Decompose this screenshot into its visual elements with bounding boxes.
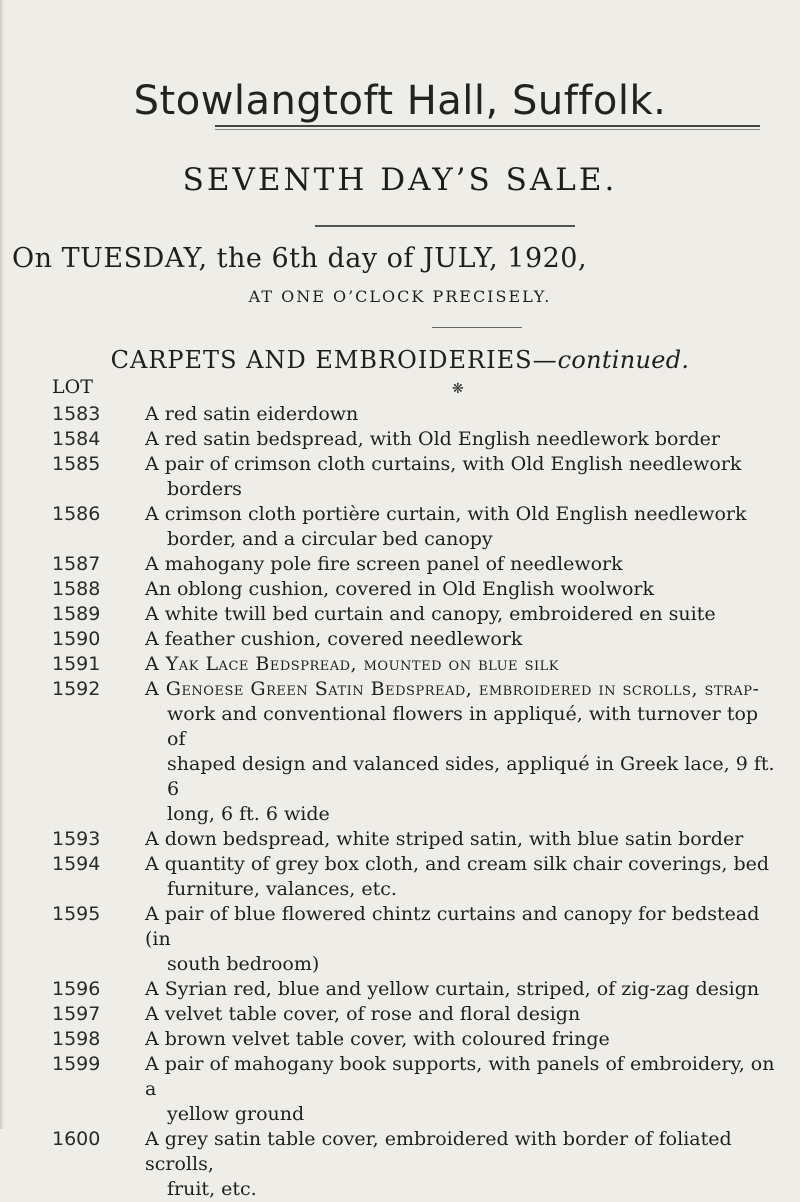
lot-description-line: A quantity of grey box cloth, and cream silk chair coverings, bed [145,853,770,875]
lot-description [145,852,780,902]
lot-description-line: A Yak Lace Bedspread, mounted on blue silk [145,653,559,675]
lot-description [145,1002,780,1027]
lot-entry [0,852,800,902]
lot-list [0,402,800,1202]
lot-description-line: fruit, etc. [167,1178,257,1200]
lot-number: 1589 [52,603,101,625]
lot-entry [0,1052,800,1127]
lot-description-line: long, 6 ft. 6 wide [167,803,330,825]
lot-column-header: LOT [52,376,93,398]
lot-description [145,677,780,827]
lot-entry [0,627,800,652]
lot-description-line: A white twill bed curtain and canopy, embroidered en suite [145,603,716,625]
lot-description-line: shaped design and valanced sides, appliqué in Greek lace, 9 ft. 6 [167,753,775,800]
lot-description-line: A Syrian red, blue and yellow curtain, striped, of zig-zag design [145,978,760,1000]
title-rule [315,225,575,227]
sale-date-line: On TUESDAY, the 6th day of JULY, 1920, [12,243,588,274]
lot-description-line: A feather cushion, covered needlework [145,628,523,650]
lot-description [145,402,780,427]
lot-description-line: A down bedspread, white striped satin, with blue satin border [145,828,744,850]
lot-entry [0,402,800,427]
lot-description [145,827,780,852]
lot-number: 1595 [52,903,101,925]
lot-description-line: border, and a circular bed canopy [167,528,493,550]
lot-number: 1592 [52,678,101,700]
lot-number: 1590 [52,628,101,650]
lot-entry [0,827,800,852]
lot-description-line: A crimson cloth portière curtain, with Old English needlework [145,503,747,525]
lot-number: 1597 [52,1003,101,1025]
lot-number: 1587 [52,553,101,575]
lot-description-line: A Genoese Green Satin Bedspread, embroidered in scrolls, strap- [145,678,760,700]
lot-entry [0,977,800,1002]
lot-number: 1588 [52,578,101,600]
lot-number: 1586 [52,503,101,525]
lot-description [145,452,780,502]
lot-entry [0,902,800,977]
lot-description-line: work and conventional flowers in appliqué, with turnover top of [167,703,759,750]
lot-entry [0,1002,800,1027]
lot-description-line: A grey satin table cover, embroidered with border of foliated scrolls, [145,1128,732,1175]
lot-number: 1599 [52,1053,101,1075]
lot-description [145,577,780,602]
lot-description [145,902,780,977]
lot-entry [0,652,800,677]
lot-entry [0,602,800,627]
lot-description-line: furniture, valances, etc. [167,878,397,900]
lot-description-line: south bedroom) [167,953,320,975]
header-rule [215,125,760,127]
lot-entry [0,502,800,552]
lot-number: 1584 [52,428,101,450]
sale-time-line: AT ONE O’CLOCK PRECISELY. [248,287,552,306]
lot-description-line: A brown velvet table cover, with coloured fringe [145,1028,610,1050]
lot-number: 1583 [52,403,101,425]
lot-entry [0,577,800,602]
lot-number: 1594 [52,853,101,875]
lot-description-line: A pair of mahogany book supports, with panels of embroidery, on a [145,1053,775,1100]
lot-number: 1600 [52,1128,101,1150]
lot-entry [0,452,800,502]
lot-description-line: yellow ground [167,1103,305,1125]
lot-description [145,552,780,577]
lot-description [145,1052,780,1127]
lot-description [145,427,780,452]
lot-description-line: A red satin eiderdown [145,403,359,425]
lot-description-line: A pair of crimson cloth curtains, with Old English needlework [145,453,742,475]
lot-description [145,502,780,552]
lot-description [145,602,780,627]
lot-description-line: A velvet table cover, of rose and floral design [145,1003,581,1025]
lot-number: 1598 [52,1028,101,1050]
lot-entry [0,1127,800,1202]
lot-entry [0,1027,800,1052]
lot-description-line: borders [167,478,242,500]
ornament-icon: ❋ [452,381,464,397]
lot-description [145,627,780,652]
lot-description-line: An oblong cushion, covered in Old English woolwork [145,578,655,600]
section-heading [0,346,800,374]
lot-description [145,652,780,677]
lot-entry [0,427,800,452]
lot-entry [0,552,800,577]
lot-number: 1585 [52,453,101,475]
header-rule-thin [215,129,760,130]
sale-title: SEVENTH DAY’S SALE. [182,162,618,198]
lot-description-line: A pair of blue flowered chintz curtains and canopy for bedstead (in [145,903,760,950]
lot-description [145,1027,780,1052]
lot-entry [0,677,800,827]
short-rule [432,327,522,328]
lot-description [145,977,780,1002]
lot-description-line: A mahogany pole fire screen panel of needlework [145,553,623,575]
lot-description-line: A red satin bedspread, with Old English needlework border [145,428,721,450]
lot-number: 1591 [52,653,101,675]
lot-number: 1593 [52,828,101,850]
lot-number: 1596 [52,978,101,1000]
section-title: CARPETS AND EMBROIDERIES— [110,346,558,374]
section-continued: continued. [557,346,690,374]
page-header-title: Stowlangtoft Hall, Suffolk. [133,78,667,124]
lot-description [145,1127,780,1202]
